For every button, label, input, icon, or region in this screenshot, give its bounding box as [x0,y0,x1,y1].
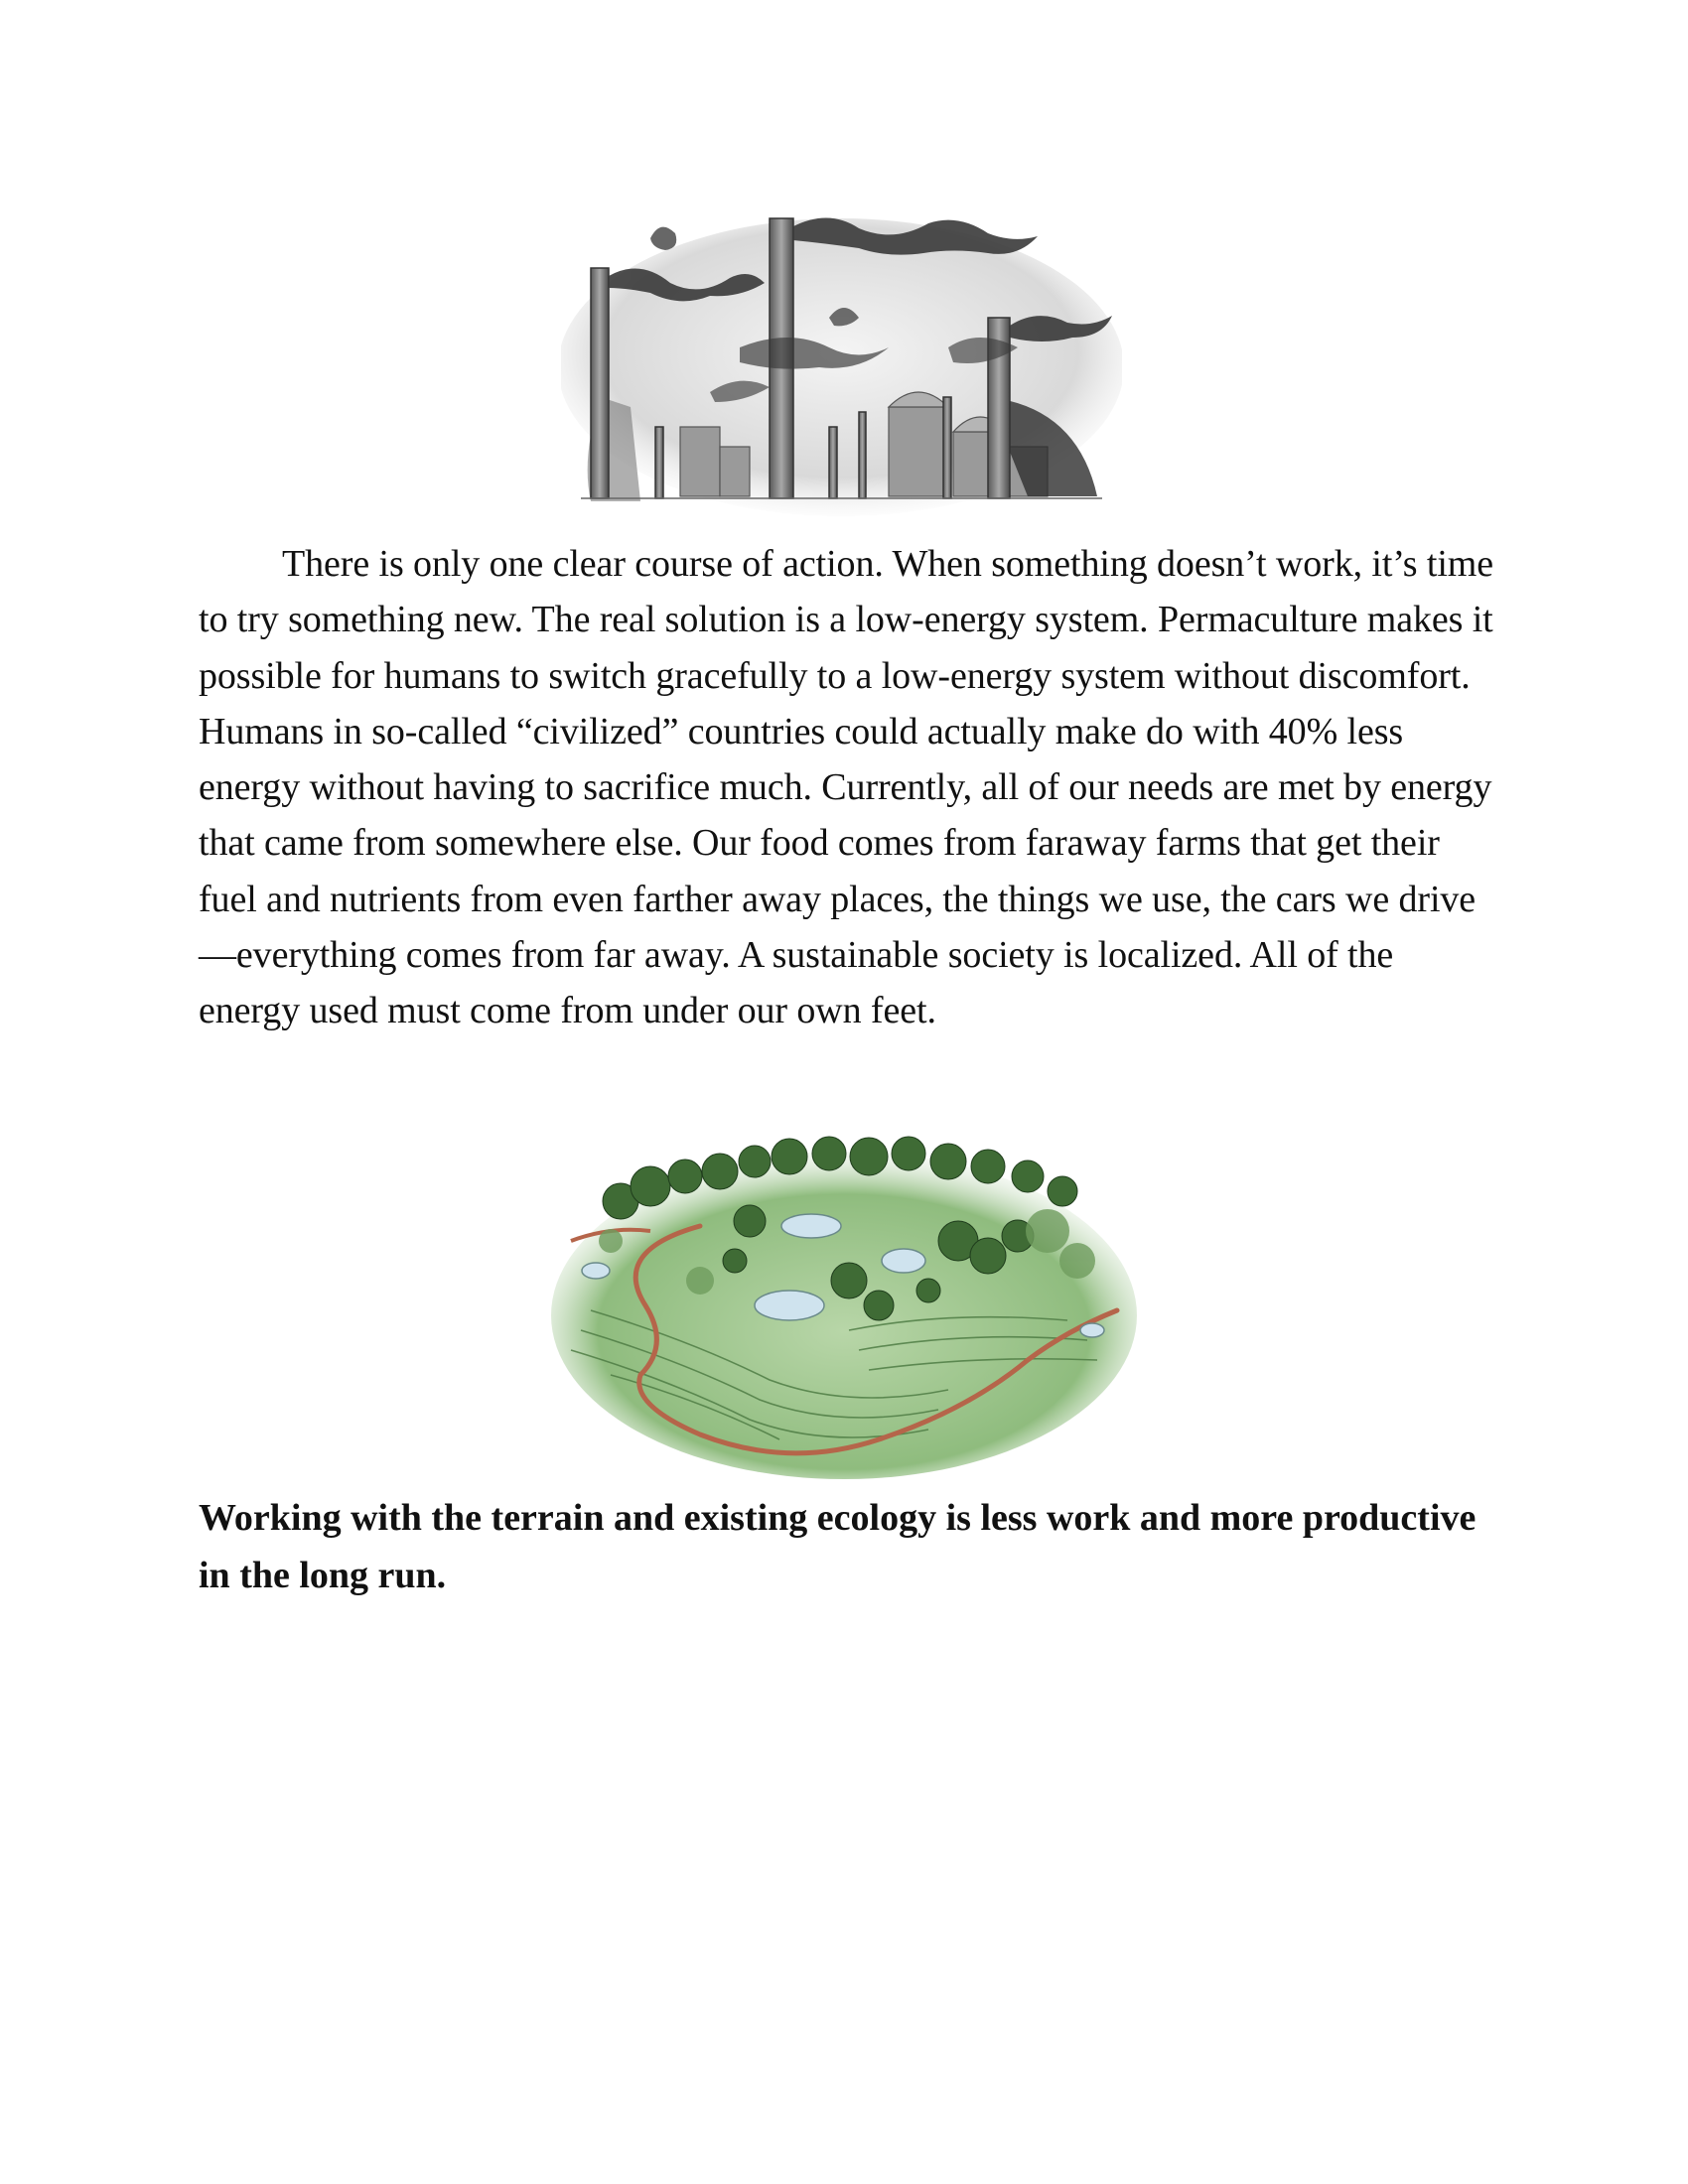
terraced-landscape-illustration [551,1132,1137,1479]
body-paragraph: There is only one clear course of action. When something doesn’t work, it’s time to try something new. The real solution is a low-energy system. Permaculture makes it possible for humans to switch gracefully to a low-energy system without discomfort. Humans in so-called “civilized” countries could actually make do with 40% less energy without having to sacrifice much. Currently, all of our needs are met by energy that came from somewhere else. Our food comes from faraway farms that get their fuel and nutrients from even farther away places, the things we use, the cars we drive—everything comes from far away. A sustainable society is localized. All of the energy used must come from under our own feet. [199,543,1494,1032]
illustration-caption: Working with the terrain and existing ecology is less work and more productive in the long run. [199,1497,1477,1596]
smokestacks-illustration [561,199,1122,516]
